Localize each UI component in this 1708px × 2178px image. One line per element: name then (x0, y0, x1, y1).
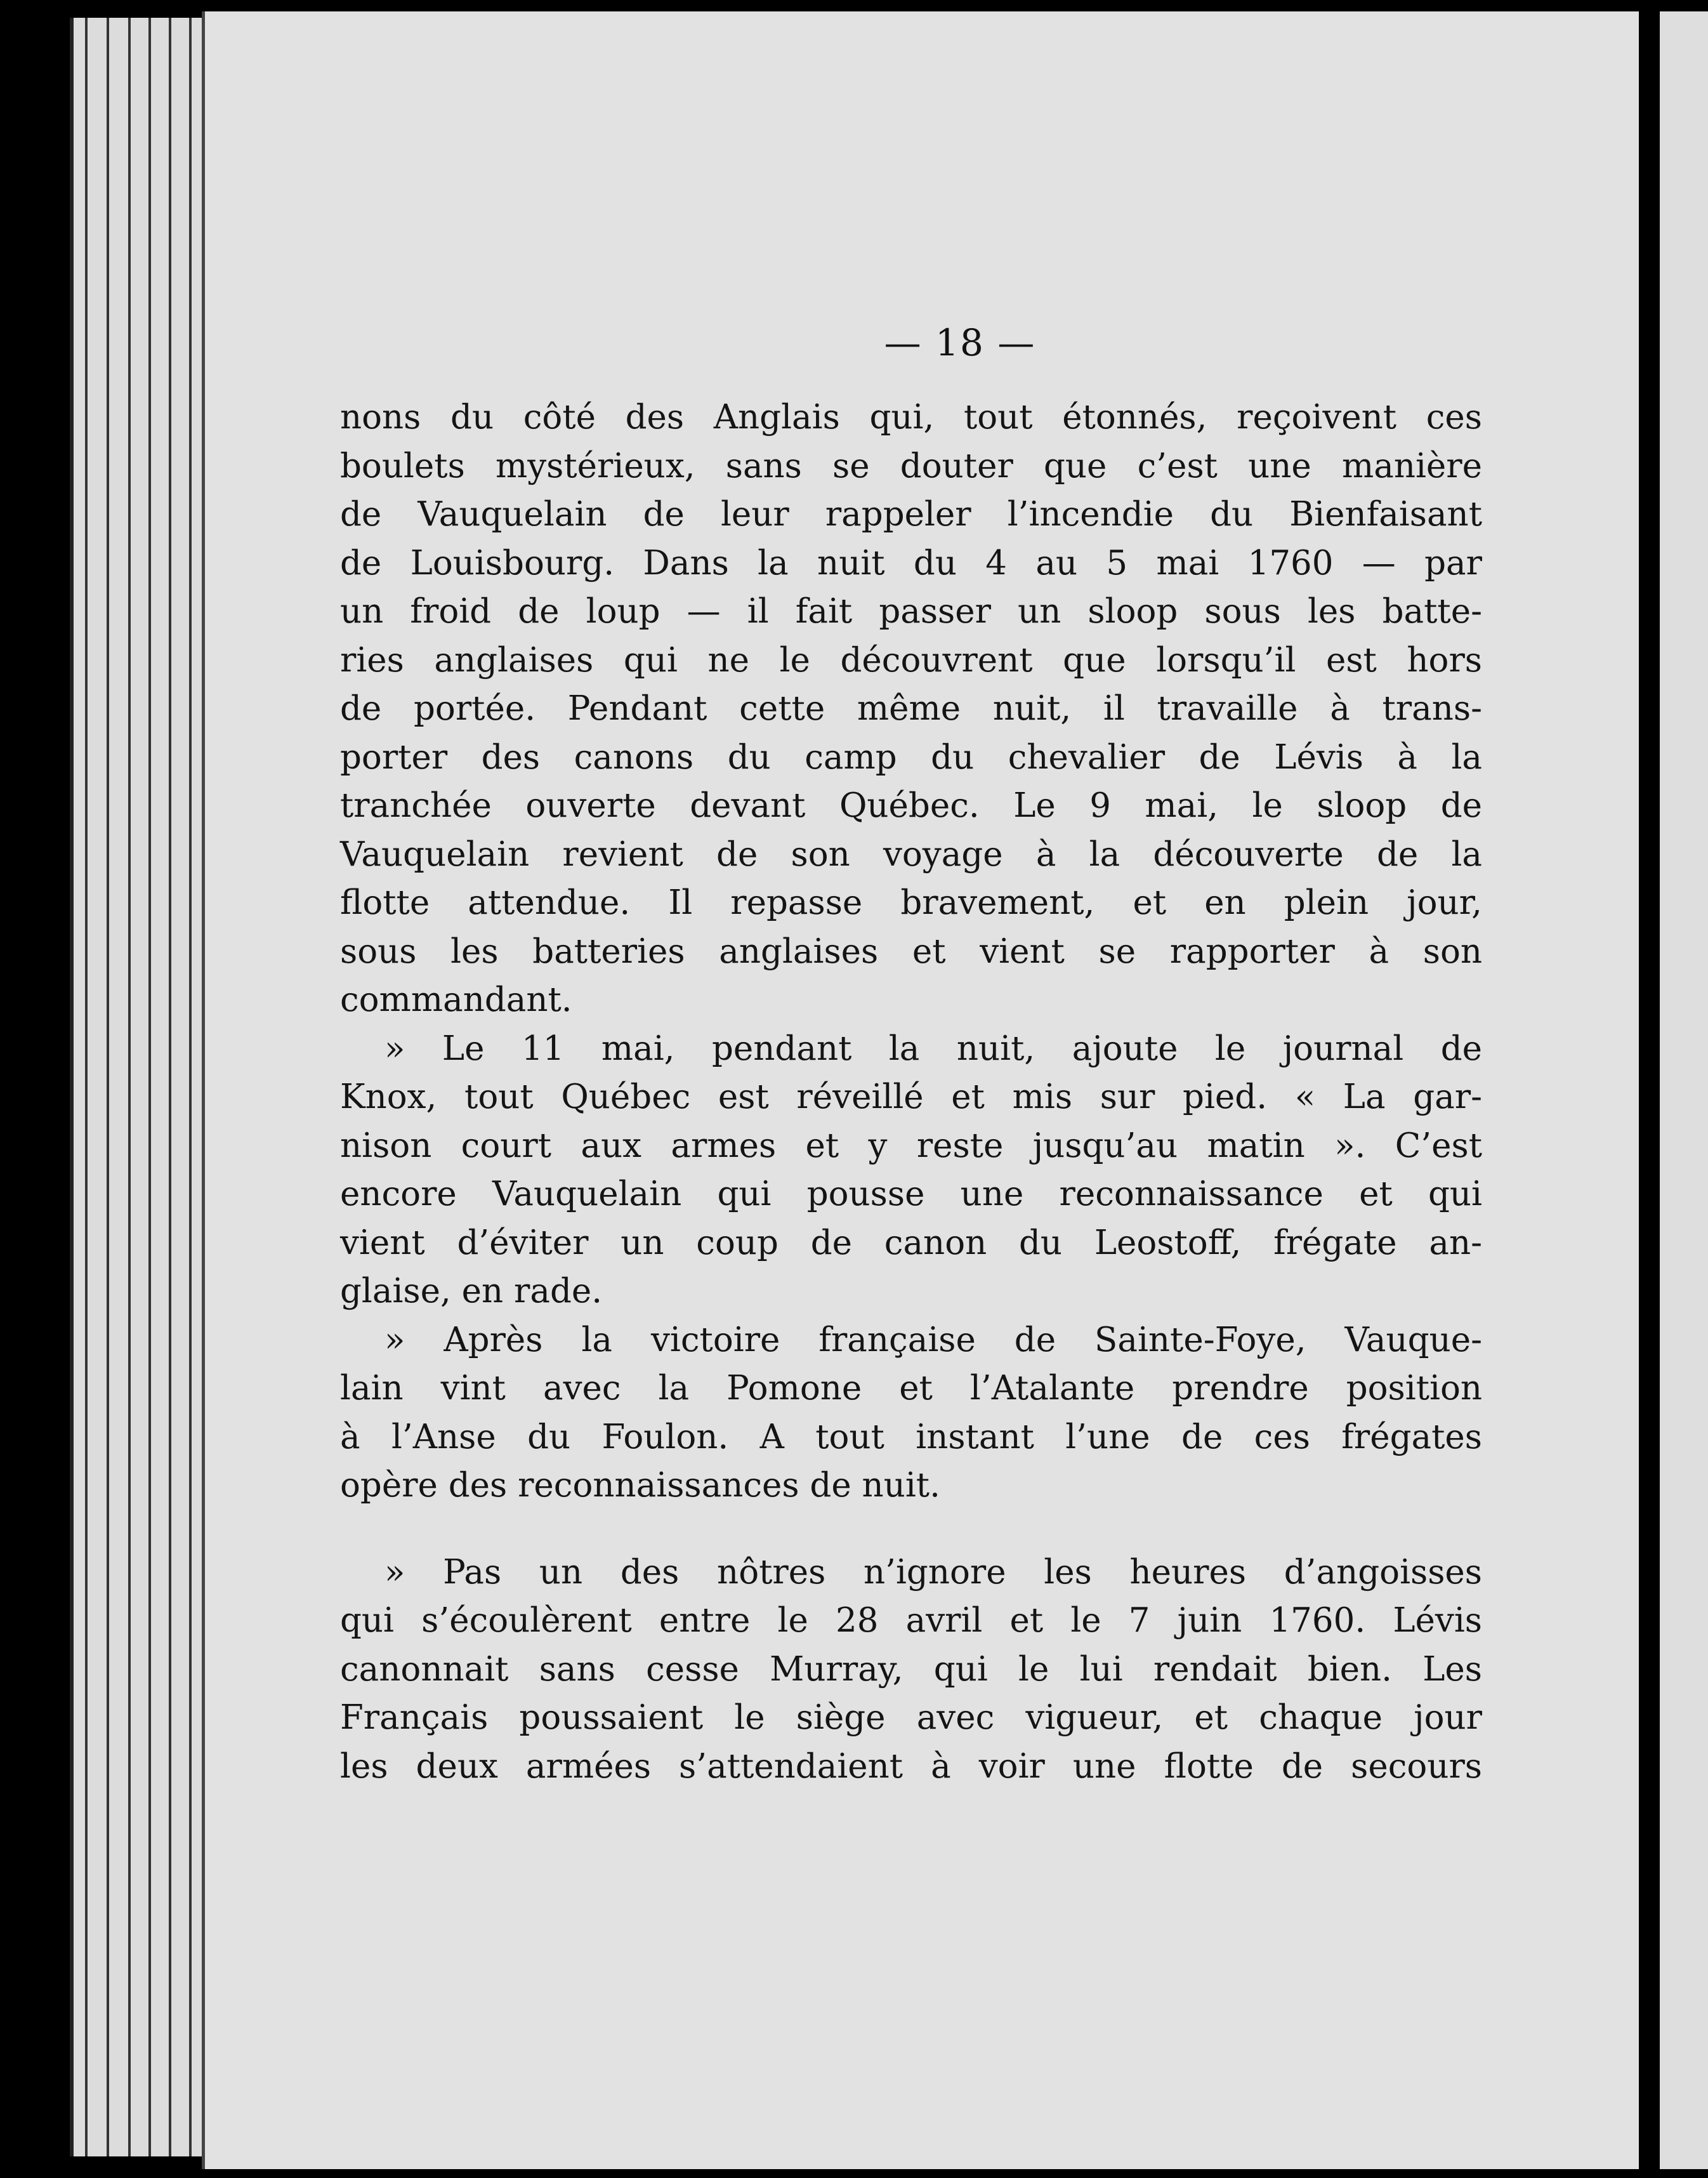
text-line: » Après la victoire française de Sainte-Foye, Vauque- (384, 1320, 1482, 1359)
text-line: porter des canons du camp du chevalier de Lévis à la (340, 737, 1482, 777)
text-line: » Le 11 mai, pendant la nuit, ajoute le journal de (384, 1029, 1482, 1068)
page-edge-line (189, 18, 192, 2156)
text-line: flotte attendue. Il repasse bravement, et en plein jour, (340, 883, 1482, 922)
gutter-shadow (1646, 11, 1660, 2169)
page-edge-line (85, 18, 88, 2156)
page-number: — 18 — (884, 321, 1036, 364)
text-line: encore Vauquelain qui pousse une reconnaissance et qui (340, 1175, 1482, 1213)
text-line: Vauquelain revient de son voyage à la découverte de la (340, 835, 1482, 874)
text-line: les deux armées s’attendaient à voir une flotte de secours (340, 1746, 1482, 1786)
text-line: glaise, en rade. (340, 1272, 603, 1310)
page-edge-line (169, 18, 171, 2156)
text-line: à l’Anse du Foulon. A tout instant l’une de ces frégates (340, 1417, 1482, 1456)
text-line: » Pas un des nôtres n’ignore les heures d’angoisses (384, 1552, 1482, 1592)
text-line: Français poussaient le siège avec vigueur, et chaque jour (340, 1698, 1482, 1737)
text-line: nons du côté des Anglais qui, tout étonnés, reçoivent ces (340, 398, 1482, 437)
text-line: de Louisbourg. Dans la nuit du 4 au 5 mai 1760 — par (340, 543, 1482, 583)
text-line: tranchée ouverte devant Québec. Le 9 mai, le sloop de (340, 786, 1482, 825)
page-edge-line (128, 18, 131, 2156)
paragraph-gap (340, 1510, 1482, 1548)
text-line: qui s’écoulèrent entre le 28 avril et le 7 juin 1760. Lévis (340, 1601, 1482, 1640)
text-line: ries anglaises qui ne le découvrent que lorsqu’il est hors (340, 640, 1482, 680)
text-line: lain vint avec la Pomone et l’Atalante prendre position (340, 1369, 1482, 1408)
page-edge-line (107, 18, 109, 2156)
text-line: boulets mystérieux, sans se douter que c’est une manière (340, 446, 1482, 485)
body-text (340, 393, 1482, 1791)
text-line: vient d’éviter un coup de canon du Leostoff, frégate an- (340, 1223, 1482, 1262)
text-line: de Vauquelain de leur rappeler l’incendie du Bienfaisant (340, 495, 1482, 534)
text-line: nison court aux armes et y reste jusqu’au matin ». C’est (340, 1126, 1482, 1165)
text-line: canonnait sans cesse Murray, qui le lui rendait bien. Les (340, 1649, 1482, 1689)
page-edge-line (148, 18, 151, 2156)
book-page-edges (70, 18, 220, 2156)
text-line: sous les batteries anglaises et vient se rapporter à son (340, 932, 1482, 971)
text-line: opère des reconnaissances de nuit. (340, 1466, 940, 1505)
text-line: un froid de loup — il fait passer un sloop sous les batte- (340, 592, 1482, 631)
text-line: Knox, tout Québec est réveillé et mis sur pied. « La gar- (340, 1078, 1482, 1116)
facing-page-strip (1646, 11, 1708, 2169)
text-line: de portée. Pendant cette même nuit, il travaille à trans- (340, 689, 1482, 728)
text-line: commandant. (340, 980, 572, 1019)
